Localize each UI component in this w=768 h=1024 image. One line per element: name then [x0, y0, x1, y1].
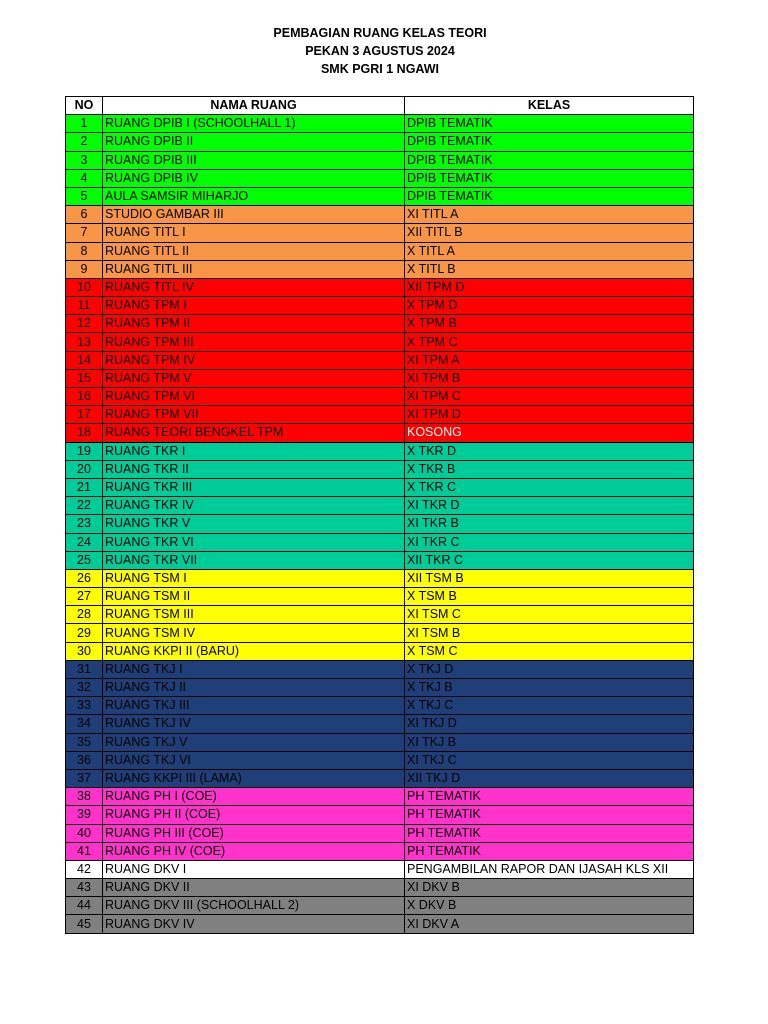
class-cell: X TSM C — [405, 642, 694, 660]
table-row — [66, 515, 694, 533]
table-row — [66, 478, 694, 496]
table-row — [66, 733, 694, 751]
row-number-cell: 1 — [66, 115, 103, 133]
class-cell: XI DKV B — [405, 879, 694, 897]
class-cell: DPIB TEMATIK — [405, 133, 694, 151]
table-row — [66, 533, 694, 551]
row-number-cell: 42 — [66, 860, 103, 878]
class-cell: XII TSM B — [405, 569, 694, 587]
column-header-nama-ruang: NAMA RUANG — [103, 97, 405, 115]
room-name-cell: RUANG DPIB I (SCHOOLHALL 1) — [103, 115, 405, 133]
document-title: PEMBAGIAN RUANG KELAS TEORI — [273, 26, 487, 40]
row-number-cell: 39 — [66, 806, 103, 824]
row-number-cell: 28 — [66, 606, 103, 624]
room-name-cell: RUANG TITL II — [103, 242, 405, 260]
class-cell: PH TEMATIK — [405, 806, 694, 824]
class-cell: XII TITL B — [405, 224, 694, 242]
table-row — [66, 915, 694, 933]
class-cell: XII TKR C — [405, 551, 694, 569]
table-row — [66, 715, 694, 733]
table-row — [66, 260, 694, 278]
class-cell: XI TSM B — [405, 624, 694, 642]
table-row — [66, 151, 694, 169]
room-name-cell: RUANG TSM IV — [103, 624, 405, 642]
class-cell: X TKJ C — [405, 697, 694, 715]
table-body — [66, 115, 694, 933]
row-number-cell: 30 — [66, 642, 103, 660]
column-header-no: NO — [66, 97, 103, 115]
class-cell: X TPM C — [405, 333, 694, 351]
room-name-cell: RUANG TKR VI — [103, 533, 405, 551]
table-row — [66, 879, 694, 897]
room-name-cell: RUANG TPM V — [103, 369, 405, 387]
room-name-cell: RUANG DKV II — [103, 879, 405, 897]
table-row — [66, 588, 694, 606]
room-name-cell: RUANG TPM III — [103, 333, 405, 351]
class-cell: XII TPM D — [405, 278, 694, 296]
table-row — [66, 824, 694, 842]
row-number-cell: 3 — [66, 151, 103, 169]
row-number-cell: 16 — [66, 388, 103, 406]
class-cell: XI TSM C — [405, 606, 694, 624]
room-name-cell: RUANG TKR V — [103, 515, 405, 533]
class-cell: XI TKJ B — [405, 733, 694, 751]
room-name-cell: RUANG TSM I — [103, 569, 405, 587]
document-subtitle-week: PEKAN 3 AGUSTUS 2024 — [305, 44, 455, 58]
table-row — [66, 115, 694, 133]
table-row — [66, 242, 694, 260]
row-number-cell: 37 — [66, 769, 103, 787]
row-number-cell: 15 — [66, 369, 103, 387]
room-name-cell: RUANG TKJ VI — [103, 751, 405, 769]
row-number-cell: 11 — [66, 297, 103, 315]
table-row — [66, 424, 694, 442]
row-number-cell: 13 — [66, 333, 103, 351]
row-number-cell: 27 — [66, 588, 103, 606]
row-number-cell: 10 — [66, 278, 103, 296]
row-number-cell: 26 — [66, 569, 103, 587]
room-name-cell: RUANG TKJ V — [103, 733, 405, 751]
row-number-cell: 23 — [66, 515, 103, 533]
row-number-cell: 18 — [66, 424, 103, 442]
class-cell: XI TPM D — [405, 406, 694, 424]
class-cell: PH TEMATIK — [405, 788, 694, 806]
room-name-cell: RUANG DKV I — [103, 860, 405, 878]
table-row — [66, 297, 694, 315]
table-row — [66, 333, 694, 351]
room-name-cell: RUANG TKR IV — [103, 497, 405, 515]
row-number-cell: 41 — [66, 842, 103, 860]
room-name-cell: RUANG TKJ II — [103, 679, 405, 697]
room-name-cell: RUANG TPM I — [103, 297, 405, 315]
room-name-cell: RUANG PH III (COE) — [103, 824, 405, 842]
row-number-cell: 4 — [66, 169, 103, 187]
row-number-cell: 24 — [66, 533, 103, 551]
row-number-cell: 5 — [66, 187, 103, 205]
class-cell: PENGAMBILAN RAPOR DAN IJASAH KLS XII — [405, 860, 694, 878]
table-row — [66, 278, 694, 296]
row-number-cell: 21 — [66, 478, 103, 496]
table-row — [66, 769, 694, 787]
row-number-cell: 12 — [66, 315, 103, 333]
class-cell: X TPM B — [405, 315, 694, 333]
row-number-cell: 33 — [66, 697, 103, 715]
row-number-cell: 7 — [66, 224, 103, 242]
class-cell: DPIB TEMATIK — [405, 169, 694, 187]
room-name-cell: RUANG TKR VII — [103, 551, 405, 569]
table-row — [66, 624, 694, 642]
header-row — [66, 97, 694, 115]
table-row — [66, 351, 694, 369]
table-header — [66, 97, 694, 115]
column-header-kelas: KELAS — [405, 97, 694, 115]
table-row — [66, 169, 694, 187]
row-number-cell: 38 — [66, 788, 103, 806]
room-name-cell: RUANG TKR II — [103, 460, 405, 478]
table-row — [66, 206, 694, 224]
row-number-cell: 43 — [66, 879, 103, 897]
class-cell: XI TKR D — [405, 497, 694, 515]
table-row — [66, 569, 694, 587]
class-cell: XI TKR C — [405, 533, 694, 551]
row-number-cell: 19 — [66, 442, 103, 460]
room-name-cell: RUANG PH I (COE) — [103, 788, 405, 806]
room-name-cell: RUANG TKJ IV — [103, 715, 405, 733]
row-number-cell: 45 — [66, 915, 103, 933]
class-cell: XI TKJ D — [405, 715, 694, 733]
room-name-cell: AULA SAMSIR MIHARJO — [103, 187, 405, 205]
row-number-cell: 36 — [66, 751, 103, 769]
class-cell: XI TKR B — [405, 515, 694, 533]
class-cell: X TPM D — [405, 297, 694, 315]
table-row — [66, 187, 694, 205]
room-name-cell: RUANG PH II (COE) — [103, 806, 405, 824]
room-name-cell: RUANG TPM VI — [103, 388, 405, 406]
class-cell: XI TPM B — [405, 369, 694, 387]
table-row — [66, 224, 694, 242]
class-cell: PH TEMATIK — [405, 824, 694, 842]
table-row — [66, 806, 694, 824]
class-cell: XI DKV A — [405, 915, 694, 933]
row-number-cell: 44 — [66, 897, 103, 915]
room-name-cell: RUANG DKV III (SCHOOLHALL 2) — [103, 897, 405, 915]
row-number-cell: 14 — [66, 351, 103, 369]
table-row — [66, 788, 694, 806]
table-row — [66, 751, 694, 769]
class-cell: XI TPM A — [405, 351, 694, 369]
class-cell: X TKJ D — [405, 660, 694, 678]
class-cell: KOSONG — [405, 424, 694, 442]
class-cell: X TKJ B — [405, 679, 694, 697]
table-row — [66, 551, 694, 569]
row-number-cell: 8 — [66, 242, 103, 260]
row-number-cell: 2 — [66, 133, 103, 151]
table-row — [66, 406, 694, 424]
table-row — [66, 460, 694, 478]
row-number-cell: 17 — [66, 406, 103, 424]
row-number-cell: 32 — [66, 679, 103, 697]
row-number-cell: 9 — [66, 260, 103, 278]
room-name-cell: RUANG TKJ III — [103, 697, 405, 715]
row-number-cell: 25 — [66, 551, 103, 569]
class-cell: DPIB TEMATIK — [405, 151, 694, 169]
row-number-cell: 35 — [66, 733, 103, 751]
document-subtitle-school: SMK PGRI 1 NGAWI — [320, 62, 440, 76]
class-cell: X TKR D — [405, 442, 694, 460]
table-row — [66, 660, 694, 678]
class-cell: XI TPM C — [405, 388, 694, 406]
table-row — [66, 442, 694, 460]
room-name-cell: RUANG KKPI III (LAMA) — [103, 769, 405, 787]
table-row — [66, 897, 694, 915]
class-cell: PH TEMATIK — [405, 842, 694, 860]
room-name-cell: RUANG TITL IV — [103, 278, 405, 296]
class-cell: X TITL B — [405, 260, 694, 278]
table-row — [66, 679, 694, 697]
room-name-cell: RUANG DPIB II — [103, 133, 405, 151]
table-row — [66, 497, 694, 515]
row-number-cell: 31 — [66, 660, 103, 678]
class-cell: X DKV B — [405, 897, 694, 915]
room-name-cell: RUANG TPM II — [103, 315, 405, 333]
class-cell: X TKR B — [405, 460, 694, 478]
row-number-cell: 22 — [66, 497, 103, 515]
document-header — [0, 24, 760, 78]
class-cell: X TKR C — [405, 478, 694, 496]
room-allocation-table — [65, 96, 694, 934]
row-number-cell: 34 — [66, 715, 103, 733]
room-name-cell: RUANG PH IV (COE) — [103, 842, 405, 860]
room-name-cell: RUANG TKJ I — [103, 660, 405, 678]
table-row — [66, 860, 694, 878]
room-name-cell: RUANG DPIB III — [103, 151, 405, 169]
table-row — [66, 842, 694, 860]
table-row — [66, 369, 694, 387]
room-name-cell: RUANG TSM III — [103, 606, 405, 624]
row-number-cell: 29 — [66, 624, 103, 642]
room-name-cell: RUANG TKR III — [103, 478, 405, 496]
table-row — [66, 642, 694, 660]
class-cell: DPIB TEMATIK — [405, 115, 694, 133]
room-name-cell: RUANG TKR I — [103, 442, 405, 460]
room-name-cell: RUANG KKPI II (BARU) — [103, 642, 405, 660]
room-name-cell: RUANG TITL I — [103, 224, 405, 242]
room-name-cell: RUANG TPM VII — [103, 406, 405, 424]
table-row — [66, 315, 694, 333]
room-name-cell: RUANG TITL III — [103, 260, 405, 278]
row-number-cell: 6 — [66, 206, 103, 224]
class-cell: XII TKJ D — [405, 769, 694, 787]
table-row — [66, 606, 694, 624]
room-name-cell: RUANG TEORI BENGKEL TPM — [103, 424, 405, 442]
class-cell: X TITL A — [405, 242, 694, 260]
room-name-cell: RUANG DKV IV — [103, 915, 405, 933]
room-name-cell: RUANG TPM IV — [103, 351, 405, 369]
room-name-cell: RUANG DPIB IV — [103, 169, 405, 187]
class-cell: DPIB TEMATIK — [405, 187, 694, 205]
table-row — [66, 133, 694, 151]
class-cell: XI TITL A — [405, 206, 694, 224]
class-cell: X TSM B — [405, 588, 694, 606]
row-number-cell: 20 — [66, 460, 103, 478]
class-cell: XI TKJ C — [405, 751, 694, 769]
row-number-cell: 40 — [66, 824, 103, 842]
room-name-cell: STUDIO GAMBAR III — [103, 206, 405, 224]
table-row — [66, 697, 694, 715]
table-row — [66, 388, 694, 406]
room-name-cell: RUANG TSM II — [103, 588, 405, 606]
